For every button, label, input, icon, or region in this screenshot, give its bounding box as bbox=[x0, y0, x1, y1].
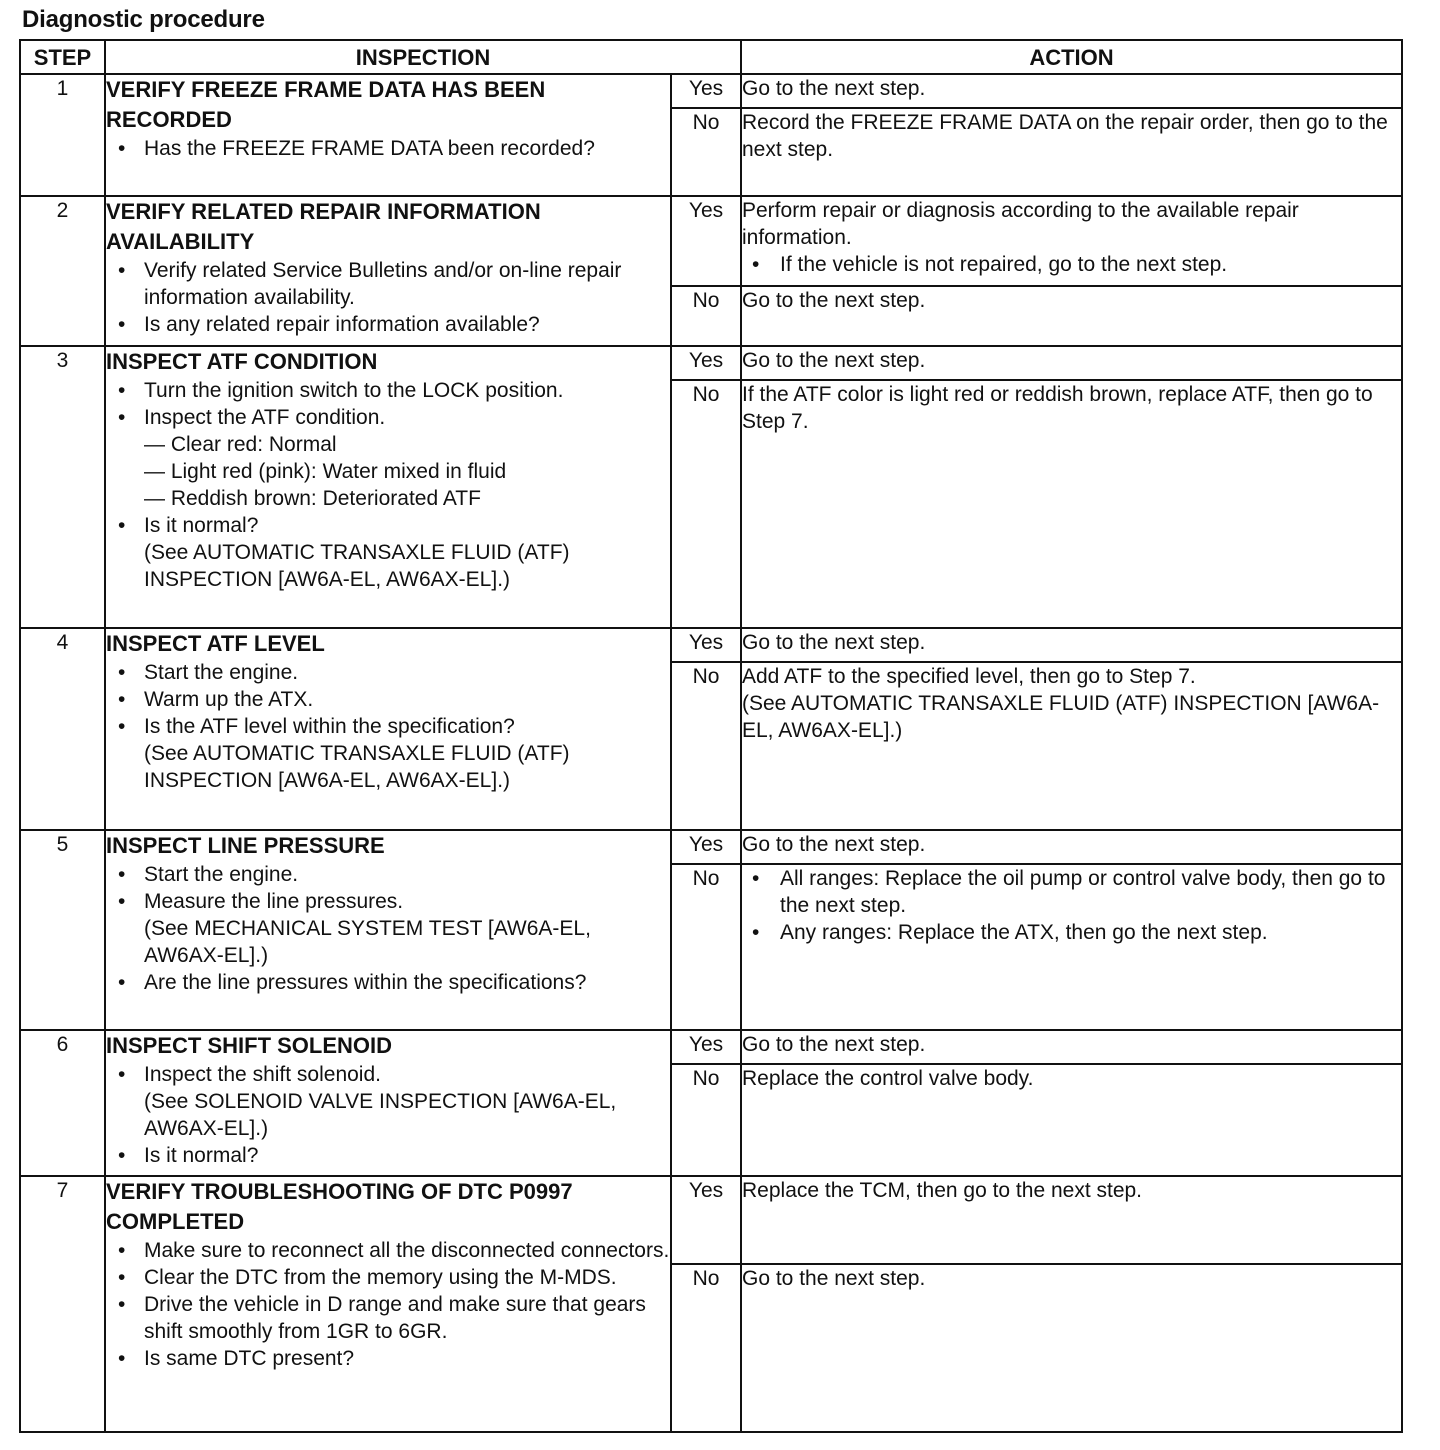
yes-label: Yes bbox=[671, 1176, 741, 1264]
diagnostic-procedure-table bbox=[19, 39, 1403, 1433]
inspection-title: VERIFY FREEZE FRAME DATA HAS BEEN RECORDED bbox=[106, 77, 546, 132]
no-label: No bbox=[671, 662, 741, 830]
inspection-title: INSPECT ATF LEVEL bbox=[106, 631, 325, 656]
inspection-item-text: Inspect the ATF condition. bbox=[144, 406, 386, 429]
inspection-item-text: Verify related Service Bulletins and/or on-line repair information availability. bbox=[144, 259, 622, 309]
inspection-item-text: Are the line pressures within the specifications? bbox=[144, 971, 587, 994]
yes-label: Yes bbox=[671, 74, 741, 108]
inspection-item-text: Start the engine. bbox=[144, 863, 299, 886]
step-number: 1 bbox=[20, 74, 105, 196]
inspection-item bbox=[106, 686, 670, 713]
inspection-title: INSPECT LINE PRESSURE bbox=[106, 833, 385, 858]
inspection-title: INSPECT ATF CONDITION bbox=[106, 349, 378, 374]
no-label: No bbox=[671, 108, 741, 196]
yes-action-list bbox=[742, 251, 1401, 278]
no-action-cell bbox=[741, 380, 1402, 628]
step-number: 6 bbox=[20, 1030, 105, 1176]
no-action-list bbox=[742, 865, 1401, 946]
header-step: STEP bbox=[20, 40, 105, 74]
inspection-item bbox=[106, 311, 670, 338]
action-bullet: • All ranges: Replace the oil pump or control valve body, then go to the next step. bbox=[742, 865, 1401, 919]
inspection-list bbox=[106, 1237, 670, 1372]
inspection-item-text: Start the engine. bbox=[144, 661, 299, 684]
yes-action-text: Go to the next step. bbox=[742, 77, 926, 100]
no-action-cell bbox=[741, 662, 1402, 830]
inspection-list bbox=[106, 1061, 670, 1169]
inspection-item-text: Clear the DTC from the memory using the M-MDS. bbox=[144, 1266, 617, 1289]
yes-action-cell bbox=[741, 346, 1402, 380]
step-number: 7 bbox=[20, 1176, 105, 1432]
inspection-item-text: Warm up the ATX. bbox=[144, 688, 314, 711]
inspection-item bbox=[106, 377, 670, 404]
yes-action-cell bbox=[741, 830, 1402, 864]
yes-label: Yes bbox=[671, 830, 741, 864]
inspection-cell bbox=[105, 346, 671, 628]
step-number: 5 bbox=[20, 830, 105, 1030]
no-action-cell bbox=[741, 1064, 1402, 1176]
yes-action-text: Perform repair or diagnosis according to the available repair information. bbox=[742, 199, 1299, 249]
inspection-item-text: Is it normal? bbox=[144, 1144, 259, 1167]
step-number: 2 bbox=[20, 196, 105, 346]
inspection-item bbox=[106, 257, 670, 311]
action-bullet: • Any ranges: Replace the ATX, then go the next step. bbox=[742, 919, 1401, 946]
no-label: No bbox=[671, 1264, 741, 1432]
reference-note: (See SOLENOID VALVE INSPECTION [AW6A-EL, AW6AX-EL].) bbox=[144, 1090, 617, 1140]
inspection-cell bbox=[105, 74, 671, 196]
no-action-text: Go to the next step. bbox=[742, 289, 926, 312]
no-action-cell bbox=[741, 286, 1402, 346]
inspection-item-text: Make sure to reconnect all the disconnected connectors. bbox=[144, 1239, 670, 1262]
reference-note: (See AUTOMATIC TRANSAXLE FLUID (ATF) INSPECTION [AW6A-EL, AW6AX-EL].) bbox=[742, 692, 1380, 742]
no-label: No bbox=[671, 286, 741, 346]
inspection-subitem: — Light red (pink): Water mixed in fluid bbox=[144, 460, 507, 483]
inspection-list bbox=[106, 135, 670, 162]
no-label: No bbox=[671, 864, 741, 1030]
step-row-yes bbox=[20, 196, 1402, 286]
inspection-cell bbox=[105, 196, 671, 346]
inspection-item bbox=[106, 659, 670, 686]
step-row-yes bbox=[20, 1030, 1402, 1064]
inspection-item bbox=[106, 1264, 670, 1291]
inspection-cell bbox=[105, 1030, 671, 1176]
inspection-item-text: Is same DTC present? bbox=[144, 1347, 355, 1370]
inspection-cell bbox=[105, 628, 671, 830]
inspection-list bbox=[106, 377, 670, 593]
no-label: No bbox=[671, 1064, 741, 1176]
inspection-item-text: Turn the ignition switch to the LOCK position. bbox=[144, 379, 564, 402]
inspection-item bbox=[106, 1061, 670, 1142]
no-action-cell bbox=[741, 1264, 1402, 1432]
yes-label: Yes bbox=[671, 346, 741, 380]
inspection-item bbox=[106, 404, 670, 512]
step-row-yes bbox=[20, 1176, 1402, 1264]
inspection-item bbox=[106, 135, 670, 162]
inspection-list bbox=[106, 861, 670, 996]
inspection-subitem: — Reddish brown: Deteriorated ATF bbox=[144, 487, 481, 510]
yes-action-text: Go to the next step. bbox=[742, 631, 926, 654]
no-action-text: If the ATF color is light red or reddish brown, replace ATF, then go to Step 7. bbox=[742, 383, 1373, 433]
reference-note: (See AUTOMATIC TRANSAXLE FLUID (ATF) INSPECTION [AW6A-EL, AW6AX-EL].) bbox=[144, 742, 570, 792]
yes-action-cell bbox=[741, 628, 1402, 662]
yes-action-text: Go to the next step. bbox=[742, 1033, 926, 1056]
step-row-yes bbox=[20, 628, 1402, 662]
inspection-item-text: Is any related repair information available? bbox=[144, 313, 540, 336]
no-action-text: Record the FREEZE FRAME DATA on the repair order, then go to the next step. bbox=[742, 111, 1388, 161]
step-row-yes bbox=[20, 74, 1402, 108]
reference-note: (See MECHANICAL SYSTEM TEST [AW6A-EL, AW6AX-EL].) bbox=[144, 917, 591, 967]
header-inspection: INSPECTION bbox=[105, 40, 741, 74]
inspection-item-text: Inspect the shift solenoid. bbox=[144, 1063, 381, 1086]
inspection-item bbox=[106, 1345, 670, 1372]
no-action-cell bbox=[741, 108, 1402, 196]
action-bullet: • If the vehicle is not repaired, go to the next step. bbox=[742, 251, 1401, 278]
inspection-cell bbox=[105, 830, 671, 1030]
no-action-cell bbox=[741, 864, 1402, 1030]
inspection-item bbox=[106, 512, 670, 593]
inspection-item bbox=[106, 1291, 670, 1345]
inspection-item bbox=[106, 888, 670, 969]
no-label: No bbox=[671, 380, 741, 628]
yes-action-cell bbox=[741, 1030, 1402, 1064]
reference-note: (See AUTOMATIC TRANSAXLE FLUID (ATF) INSPECTION [AW6A-EL, AW6AX-EL].) bbox=[144, 541, 570, 591]
header-action: ACTION bbox=[741, 40, 1402, 74]
yes-action-text: Replace the TCM, then go to the next step. bbox=[742, 1179, 1143, 1202]
yes-label: Yes bbox=[671, 628, 741, 662]
step-row-yes bbox=[20, 830, 1402, 864]
inspection-title: VERIFY RELATED REPAIR INFORMATION AVAILABILITY bbox=[106, 199, 541, 254]
inspection-item bbox=[106, 1237, 670, 1264]
inspection-list bbox=[106, 659, 670, 794]
yes-action-text: Go to the next step. bbox=[742, 833, 926, 856]
inspection-item bbox=[106, 861, 670, 888]
no-action-text: Go to the next step. bbox=[742, 1267, 926, 1290]
step-row-yes bbox=[20, 346, 1402, 380]
yes-action-cell bbox=[741, 1176, 1402, 1264]
step-number: 3 bbox=[20, 346, 105, 628]
inspection-item-text: Is it normal? bbox=[144, 514, 259, 537]
yes-action-text: Go to the next step. bbox=[742, 349, 926, 372]
yes-label: Yes bbox=[671, 1030, 741, 1064]
inspection-item bbox=[106, 713, 670, 794]
yes-action-cell bbox=[741, 74, 1402, 108]
inspection-item-text: Has the FREEZE FRAME DATA been recorded? bbox=[144, 137, 595, 160]
inspection-item bbox=[106, 969, 670, 996]
inspection-title: INSPECT SHIFT SOLENOID bbox=[106, 1033, 393, 1058]
no-action-text: Replace the control valve body. bbox=[742, 1067, 1034, 1090]
yes-action-cell bbox=[741, 196, 1402, 286]
inspection-item bbox=[106, 1142, 670, 1169]
inspection-item-text: Drive the vehicle in D range and make sure that gears shift smoothly from 1GR to 6GR. bbox=[144, 1293, 646, 1343]
inspection-item-text: Is the ATF level within the specification? bbox=[144, 715, 515, 738]
no-action-text: Add ATF to the specified level, then go to Step 7. bbox=[742, 665, 1196, 688]
inspection-item-text: Measure the line pressures. bbox=[144, 890, 404, 913]
inspection-list bbox=[106, 257, 670, 338]
document-title: Diagnostic procedure bbox=[22, 6, 265, 33]
inspection-cell bbox=[105, 1176, 671, 1432]
inspection-title: VERIFY TROUBLESHOOTING OF DTC P0997 COMPLETED bbox=[106, 1179, 573, 1234]
step-number: 4 bbox=[20, 628, 105, 830]
inspection-subitem: — Clear red: Normal bbox=[144, 433, 337, 456]
header-row bbox=[20, 40, 1402, 74]
yes-label: Yes bbox=[671, 196, 741, 286]
